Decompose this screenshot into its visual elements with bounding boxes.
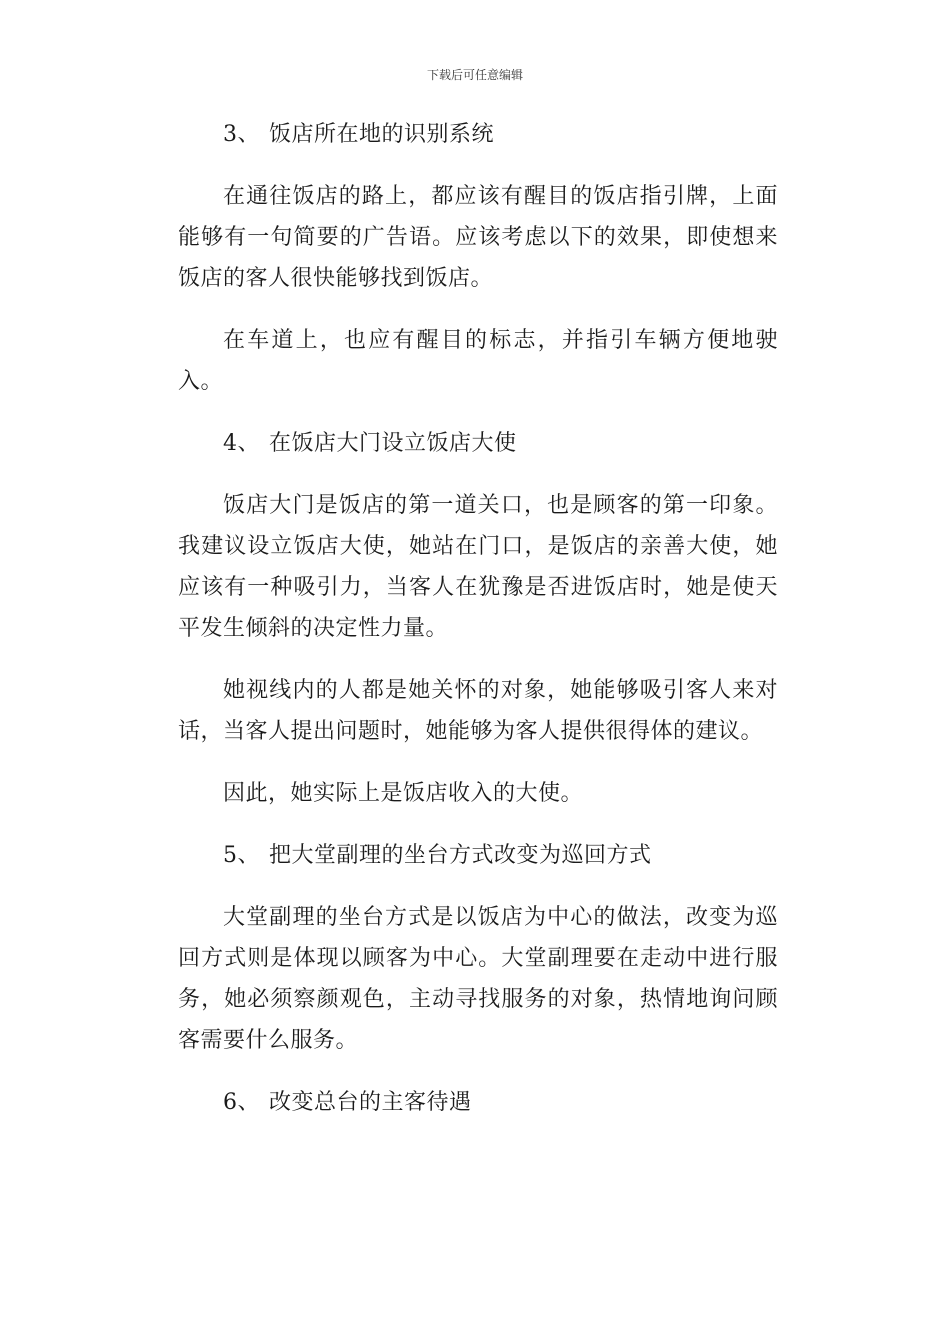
- section-heading-4: [178, 423, 778, 464]
- section-number: 3、: [223, 122, 260, 147]
- section-heading-6: [178, 1082, 778, 1123]
- header-note: 下载后可任意编辑: [426, 68, 523, 82]
- paragraph: 在通往饭店的路上，都应该有醒目的饭店指引牌，上面能够有一句简要的广告语。应该考虑以下的效果，即使想来饭店的客人很快能够找到饭店。: [178, 184, 778, 291]
- section-number: 5、: [223, 843, 260, 868]
- section-title: 在饭店大门设立饭店大使: [269, 431, 517, 456]
- paragraph: 在车道上，也应有醒目的标志，并指引车辆方便地驶入。: [178, 328, 778, 394]
- section-heading-3: [178, 114, 778, 155]
- section-number: 4、: [223, 431, 260, 456]
- paragraph: 因此，她实际上是饭店收入的大使。: [223, 781, 584, 806]
- section-number: 6、: [223, 1090, 260, 1115]
- section-title: 把大堂副理的坐台方式改变为巡回方式: [269, 843, 652, 868]
- paragraph: 大堂副理的坐台方式是以饭店为中心的做法，改变为巡回方式则是体现以顾客为中心。大堂副理要在走动中进行服务，她必须察颜观色，主动寻找服务的对象，热情地询问顾客需要什么服务。: [178, 905, 778, 1053]
- paragraph: 她视线内的人都是她关怀的对象，她能够吸引客人来对话，当客人提出问题时，她能够为客人提供很得体的建议。: [178, 678, 778, 744]
- section-title: 改变总台的主客待遇: [269, 1090, 472, 1115]
- section-title: 饭店所在地的识别系统: [269, 122, 495, 147]
- document-body: [178, 114, 778, 1144]
- section-heading-5: [178, 835, 778, 876]
- paragraph: 饭店大门是饭店的第一道关口，也是顾客的第一印象。我建议设立饭店大使，她站在门口，是饭店的亲善大使，她应该有一种吸引力，当客人在犹豫是否进饭店时，她是使天平发生倾斜的决定性力量。: [178, 493, 778, 641]
